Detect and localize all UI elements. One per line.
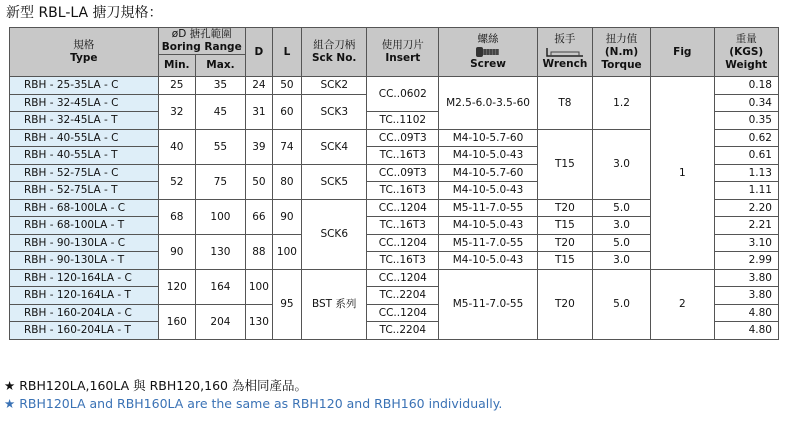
table-row xyxy=(10,269,779,287)
min-cell: 120 xyxy=(158,269,195,304)
screw-cell: M5-11-7.0-55 xyxy=(439,199,538,217)
torque-cell: 5.0 xyxy=(592,199,650,217)
sck-cell: SCK5 xyxy=(301,164,366,199)
star-icon: ★ xyxy=(4,396,16,411)
screw-header-zh: 螺絲 xyxy=(477,33,499,45)
weight-cell: 1.11 xyxy=(714,182,779,200)
wrench-cell: T15 xyxy=(537,217,592,235)
type-cell: RBH - 90-130LA - C xyxy=(10,234,159,252)
star-icon: ★ xyxy=(4,378,16,393)
col-fig xyxy=(651,28,714,77)
weight-header-en: Weight xyxy=(725,58,768,71)
d-cell: 100 xyxy=(245,269,272,304)
col-boring-range xyxy=(158,28,245,55)
wrench-cell: T20 xyxy=(537,199,592,217)
min-cell: 40 xyxy=(158,129,195,164)
type-header-zh: 規格 xyxy=(73,39,95,51)
fig-header: Fig xyxy=(673,45,692,58)
type-cell: RBH - 68-100LA - T xyxy=(10,217,159,235)
col-min xyxy=(158,55,195,77)
l-cell: 60 xyxy=(272,94,301,129)
weight-cell: 2.99 xyxy=(714,252,779,270)
type-cell: RBH - 32-45LA - T xyxy=(10,112,159,130)
col-wrench xyxy=(537,28,592,77)
screw-header-en: Screw xyxy=(470,58,506,70)
weight-cell: 3.80 xyxy=(714,287,779,305)
sck-cell: SCK3 xyxy=(301,94,366,129)
min-cell: 90 xyxy=(158,234,195,269)
col-l xyxy=(272,28,301,77)
insert-cell: TC..16T3 xyxy=(367,217,439,235)
l-cell: 74 xyxy=(272,129,301,164)
type-cell: RBH - 32-45LA - C xyxy=(10,94,159,112)
wrench-cell: T20 xyxy=(537,234,592,252)
type-cell: RBH - 25-35LA - C xyxy=(10,77,159,95)
weight-cell: 0.34 xyxy=(714,94,779,112)
insert-cell: CC..1204 xyxy=(367,269,439,287)
col-d xyxy=(245,28,272,77)
col-insert xyxy=(367,28,439,77)
insert-cell: CC..1204 xyxy=(367,234,439,252)
screw-cell: M4-10-5.0-43 xyxy=(439,217,538,235)
torque-cell: 3.0 xyxy=(592,252,650,270)
fig-cell: 2 xyxy=(651,269,714,339)
type-cell: RBH - 52-75LA - T xyxy=(10,182,159,200)
od-header-en: Boring Range xyxy=(161,41,242,53)
max-cell: 55 xyxy=(196,129,246,164)
screw-icon xyxy=(475,46,501,58)
torque-header-en: Torque xyxy=(601,58,642,71)
sck-header-en: Sck No. xyxy=(312,52,357,64)
type-cell: RBH - 90-130LA - T xyxy=(10,252,159,270)
page-title: 新型 RBL-LA 搪刀規格： xyxy=(6,5,163,21)
weight-cell: 0.18 xyxy=(714,77,779,95)
type-cell: RBH - 52-75LA - C xyxy=(10,164,159,182)
wrench-icon xyxy=(545,46,585,58)
max-cell: 164 xyxy=(196,269,246,304)
type-cell: RBH - 68-100LA - C xyxy=(10,199,159,217)
screw-cell: M2.5-6.0-3.5-60 xyxy=(439,77,538,130)
max-cell: 100 xyxy=(196,199,246,234)
wrench-cell: T15 xyxy=(537,129,592,199)
insert-cell: TC..2204 xyxy=(367,287,439,305)
l-cell: 80 xyxy=(272,164,301,199)
screw-cell: M4-10-5.0-43 xyxy=(439,182,538,200)
torque-cell: 1.2 xyxy=(592,77,650,130)
note-zh-text: RBH120LA,160LA 與 RBH120,160 為相同產品。 xyxy=(19,378,307,393)
col-screw xyxy=(439,28,538,77)
min-cell: 160 xyxy=(158,304,195,339)
l-cell: 50 xyxy=(272,77,301,95)
d-cell: 39 xyxy=(245,129,272,164)
weight-header-zh: 重量 xyxy=(735,32,757,45)
max-header: Max. xyxy=(206,59,235,71)
insert-cell: CC..09T3 xyxy=(367,164,439,182)
insert-cell: CC..09T3 xyxy=(367,129,439,147)
insert-header-en: Insert xyxy=(385,52,421,64)
weight-cell: 4.80 xyxy=(714,304,779,322)
insert-cell: CC..1204 xyxy=(367,199,439,217)
insert-header-zh: 使用刀片 xyxy=(381,39,424,51)
weight-cell: 2.21 xyxy=(714,217,779,235)
max-cell: 204 xyxy=(196,304,246,339)
wrench-cell: T8 xyxy=(537,77,592,130)
weight-cell: 0.35 xyxy=(714,112,779,130)
insert-cell: TC..1102 xyxy=(367,112,439,130)
weight-cell: 1.13 xyxy=(714,164,779,182)
torque-cell: 5.0 xyxy=(592,269,650,339)
weight-cell: 3.10 xyxy=(714,234,779,252)
insert-cell: TC..16T3 xyxy=(367,182,439,200)
min-cell: 68 xyxy=(158,199,195,234)
col-type xyxy=(10,28,159,77)
col-torque xyxy=(592,28,650,77)
torque-cell: 3.0 xyxy=(592,217,650,235)
weight-cell: 2.20 xyxy=(714,199,779,217)
insert-cell: TC..2204 xyxy=(367,322,439,340)
d-cell: 66 xyxy=(245,199,272,234)
torque-header-zh: 扭力值 xyxy=(605,32,638,45)
wrench-header-zh: 扳手 xyxy=(554,33,576,45)
note-zh xyxy=(4,376,307,394)
l-cell: 90 xyxy=(272,199,301,234)
weight-cell: 3.80 xyxy=(714,269,779,287)
d-cell: 50 xyxy=(245,164,272,199)
type-cell: RBH - 40-55LA - T xyxy=(10,147,159,165)
torque-header-unit: (N.m) xyxy=(604,45,639,58)
note-en xyxy=(4,396,502,411)
weight-cell: 0.62 xyxy=(714,129,779,147)
type-cell: RBH - 40-55LA - C xyxy=(10,129,159,147)
min-cell: 25 xyxy=(158,77,195,95)
d-cell: 24 xyxy=(245,77,272,95)
screw-cell: M4-10-5.7-60 xyxy=(439,129,538,147)
insert-cell: CC..1204 xyxy=(367,304,439,322)
screw-cell: M5-11-7.0-55 xyxy=(439,269,538,339)
insert-cell: CC..0602 xyxy=(367,77,439,112)
type-cell: RBH - 120-164LA - T xyxy=(10,287,159,305)
sck-cell: SCK4 xyxy=(301,129,366,164)
max-cell: 45 xyxy=(196,94,246,129)
type-cell: RBH - 160-204LA - T xyxy=(10,322,159,340)
d-cell: 130 xyxy=(245,304,272,339)
insert-cell: TC..16T3 xyxy=(367,252,439,270)
sck-cell: SCK2 xyxy=(301,77,366,95)
col-max xyxy=(196,55,246,77)
col-sck xyxy=(301,28,366,77)
l-cell: 95 xyxy=(272,269,301,339)
note-en-text: RBH120LA and RBH160LA are the same as RBH120 and RBH160 individually. xyxy=(19,396,503,411)
max-cell: 75 xyxy=(196,164,246,199)
fig-cell: 1 xyxy=(651,77,714,270)
screw-cell: M4-10-5.0-43 xyxy=(439,147,538,165)
d-cell: 88 xyxy=(245,234,272,269)
sck-cell: BST 系列 xyxy=(301,269,366,339)
torque-cell: 3.0 xyxy=(592,129,650,199)
weight-cell: 4.80 xyxy=(714,322,779,340)
screw-cell: M5-11-7.0-55 xyxy=(439,234,538,252)
sck-cell: SCK6 xyxy=(301,199,366,269)
screw-cell: M4-10-5.7-60 xyxy=(439,164,538,182)
insert-cell: TC..16T3 xyxy=(367,147,439,165)
od-header-zh: øD 搪孔範圍 xyxy=(171,28,232,40)
col-weight xyxy=(714,28,779,77)
min-cell: 52 xyxy=(158,164,195,199)
wrench-cell: T15 xyxy=(537,252,592,270)
spec-table xyxy=(9,27,779,340)
screw-cell: M4-10-5.0-43 xyxy=(439,252,538,270)
table-row xyxy=(10,77,779,95)
type-cell: RBH - 120-164LA - C xyxy=(10,269,159,287)
wrench-header-en: Wrench xyxy=(542,58,588,70)
max-cell: 35 xyxy=(196,77,246,95)
d-header: D xyxy=(254,45,264,58)
d-cell: 31 xyxy=(245,94,272,129)
type-header-en: Type xyxy=(70,52,98,64)
l-header: L xyxy=(283,45,291,58)
min-header: Min. xyxy=(164,59,190,71)
sck-header-zh: 組合刀柄 xyxy=(313,39,356,51)
min-cell: 32 xyxy=(158,94,195,129)
type-cell: RBH - 160-204LA - C xyxy=(10,304,159,322)
torque-cell: 5.0 xyxy=(592,234,650,252)
wrench-cell: T20 xyxy=(537,269,592,339)
weight-cell: 0.61 xyxy=(714,147,779,165)
weight-header-unit: (KGS) xyxy=(729,45,764,58)
max-cell: 130 xyxy=(196,234,246,269)
l-cell: 100 xyxy=(272,234,301,269)
